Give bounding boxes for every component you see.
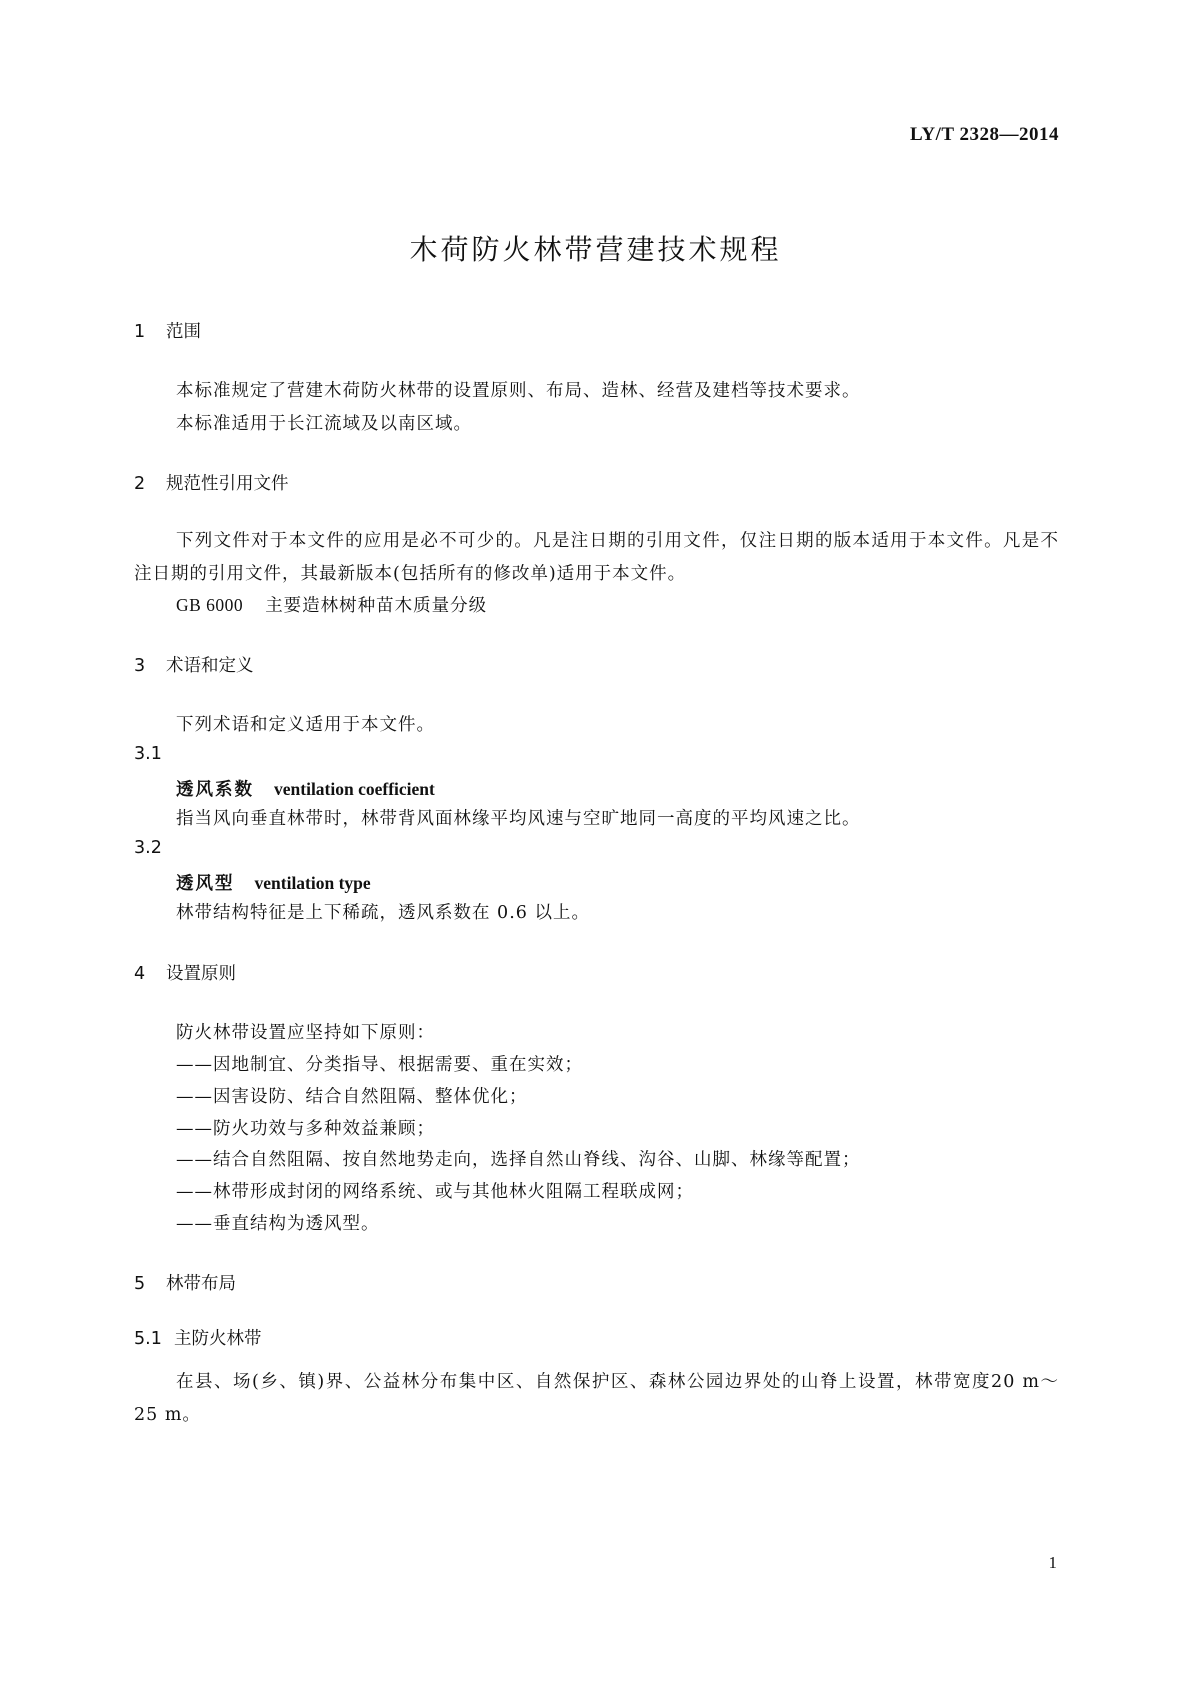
section-4-heading <box>134 960 236 985</box>
term-english: ventilation coefficient <box>274 779 435 799</box>
section-2-heading <box>134 470 289 495</box>
section-title: 林带布局 <box>166 1274 236 1294</box>
section-title: 术语和定义 <box>166 656 254 676</box>
paragraph: 在县、场(乡、镇)界、公益林分布集中区、自然保护区、森林公园边界处的山脊上设置，林带宽度20 m～25 m。 <box>134 1372 1059 1425</box>
section-number: 2 <box>134 474 146 494</box>
term-number: 3.1 <box>134 744 162 764</box>
paragraph: 防火林带设置应坚持如下原则： <box>176 1023 435 1043</box>
subsection-number: 5.1 <box>134 1329 162 1349</box>
section-number: 1 <box>134 322 146 342</box>
normative-reference <box>176 592 487 617</box>
section-5-heading <box>134 1270 236 1295</box>
page-number: 1 <box>1048 1553 1057 1572</box>
paragraph: 下列术语和定义适用于本文件。 <box>176 715 435 735</box>
section-title: 规范性引用文件 <box>166 474 289 494</box>
term-entry <box>176 776 435 801</box>
list-item: ——结合自然阻隔、按自然地势走向，选择自然山脊线、沟谷、山脚、林缘等配置； <box>176 1150 861 1170</box>
term-chinese: 透风型 <box>176 874 235 894</box>
term-entry <box>176 870 371 895</box>
paragraph: 下列文件对于本文件的应用是必不可少的。凡是注日期的引用文件，仅注日期的版本适用于本文件。凡是不注日期的引用文件，其最新版本(包括所有的修改单)适用于本文件。 <box>134 531 1059 584</box>
list-item: ——因地制宜、分类指导、根据需要、重在实效； <box>176 1055 583 1075</box>
section-title: 设置原则 <box>166 964 236 984</box>
paragraph: 本标准适用于长江流域及以南区域。 <box>176 414 472 434</box>
list-item: ——因害设防、结合自然阻隔、整体优化； <box>176 1087 528 1107</box>
section-number: 4 <box>134 964 146 984</box>
list-item: ——垂直结构为透风型。 <box>176 1214 380 1234</box>
list-item: ——防火功效与多种效益兼顾； <box>176 1119 435 1139</box>
term-english: ventilation type <box>254 873 371 893</box>
term-chinese: 透风系数 <box>176 780 254 800</box>
term-number: 3.2 <box>134 838 162 858</box>
document-title: 木荷防火林带营建技术规程 <box>409 233 782 266</box>
standard-number: LY/T 2328—2014 <box>909 124 1059 145</box>
section-1-heading <box>134 318 201 343</box>
section-number: 5 <box>134 1274 146 1294</box>
section-number: 3 <box>134 656 146 676</box>
reference-title: 主要造林树种苗木质量分级 <box>265 596 488 616</box>
subsection-title: 主防火林带 <box>174 1329 262 1349</box>
section-3-heading <box>134 652 254 677</box>
reference-code: GB 6000 <box>176 595 244 615</box>
paragraph: 本标准规定了营建木荷防火林带的设置原则、布局、造林、经营及建档等技术要求。 <box>176 381 861 401</box>
subsection-5-1-heading <box>134 1325 262 1350</box>
term-definition: 林带结构特征是上下稀疏，透风系数在 0.6 以上。 <box>176 903 590 923</box>
list-item: ——林带形成封闭的网络系统、或与其他林火阻隔工程联成网； <box>176 1182 694 1202</box>
term-definition: 指当风向垂直林带时，林带背风面林缘平均风速与空旷地同一高度的平均风速之比。 <box>176 809 861 829</box>
section-title: 范围 <box>166 322 201 342</box>
